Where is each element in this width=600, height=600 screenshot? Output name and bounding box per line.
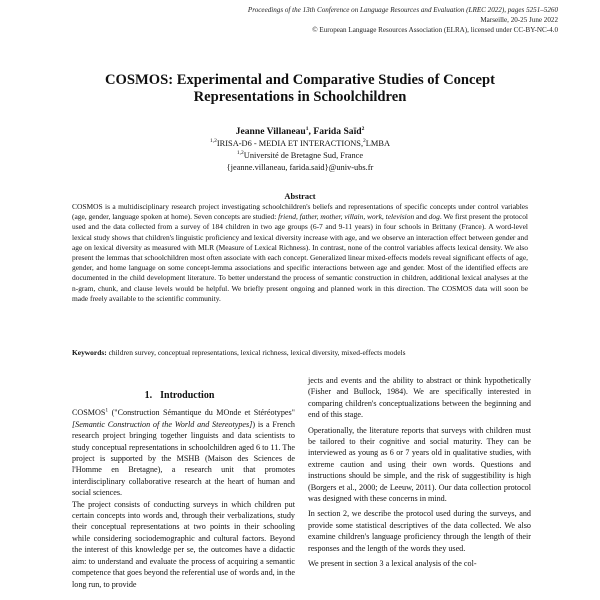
intro-p1-italic: [Semantic Construction of the World and Stereotypes] <box>72 419 253 429</box>
abstract-and: and <box>414 212 429 222</box>
footnote-marker: 1 <box>105 407 109 414</box>
abstract-text <box>72 202 528 304</box>
intro-paragraph-1 <box>72 407 295 498</box>
section-title: Introduction <box>160 390 215 401</box>
affil-1b-sup: 2 <box>363 138 366 145</box>
author-names <box>100 126 500 138</box>
author-separator: , <box>308 126 314 137</box>
abstract-concepts: friend, father, mother, villain, work, television <box>278 212 415 222</box>
right-column <box>308 375 531 570</box>
author-2: Farida Saïd <box>313 126 362 137</box>
keywords-text: children survey, conceptual representations, lexical richness, lexical diversity, mixed-effects models <box>106 348 406 357</box>
affil-1-sup: 1,2 <box>210 138 217 145</box>
section-number: 1. <box>144 390 153 401</box>
intro-paragraph-6: We present in section 3 a lexical analysis of the col- <box>308 559 477 569</box>
author-emails: {jeanne.villaneau, farida.said}@univ-ubs.fr <box>226 163 374 172</box>
author-block <box>100 126 500 174</box>
abstract-dog: dog <box>428 212 440 222</box>
left-column <box>72 390 295 590</box>
intro-paragraph-5: In section 2, we describe the protocol used during the surveys, and provide some statistical descriptives of the data collected. We also examine children's language proficiency through the length of their responses and the length of the words they used. <box>308 509 531 553</box>
keywords-label: Keywords: <box>72 348 107 357</box>
title-line-2: Representations in Schoolchildren <box>193 89 407 105</box>
intro-p1-a: COSMOS <box>72 408 106 418</box>
affil-1b-text: LMBA <box>365 139 390 148</box>
abstract-heading: Abstract <box>284 192 316 201</box>
proceedings-line: Proceedings of the 13th Conference on Language Resources and Evaluation (LREC 2022), pages 5251–5260 <box>247 6 558 14</box>
abstract-part-2: . We first present the protocol used and the data collected from a survey of 184 children in two age groups (6-7 and 9-11 years) in four schools in Brittany (France). A word-level lexical study shows that children's linguistic proficiency and lexical diversity increase with age, and we observe an interaction effect between gender and age on lexical diversity as measured with MLR (Measure of Lexical Richness). In contrast, none of the control variables affects lexical density. We also present the lemmas that schoolchildren most often associate with each concept. Generalized linear mixed-effects models reveal significant effects of age, gender, and home language on some concept-lemma associations and specific interactions between age and gender. Most of the identified effects are documented in the child development literature. To better understand the process of semantic construction in children, additional lexical analyses at the n-gram, chunk, and clause levels would be helpful. We briefly present ongoing and planned work in this direction. The COSMOS data will soon be made freely available to the scientific community. <box>72 212 528 303</box>
paper-title <box>60 72 540 106</box>
author-1: Jeanne Villaneau <box>235 126 306 137</box>
intro-paragraph-2: The project consists of conducting surveys in which children put certain concepts into words and, through their verbalizations, study their conceptual representations at two points in their schooling while considering sociodemographic and cultural factors. Beyond the interest of this knowledge per se, the outcomes have a didactic aim: to understand and evaluate the process of acquiring a semantic competence that goes beyond the referential use of words and, in the long run, to provide <box>72 499 295 589</box>
proceedings-header <box>38 5 558 36</box>
intro-paragraph-4: Operationally, the literature reports that surveys with children must be tailored to their cognitive and social maturity. They can be interviewed as young as 6 or 7 years old in qualitative studies, with extreme caution and using their own words. Questions and instructions should be simple, and the risk of suggestibility is high (Borgers et al., 2000; de Leeuw, 2011). Our data collection protocol was designed with these concerns in mind. <box>308 425 531 504</box>
affiliation-2 <box>100 150 500 162</box>
affiliation-1 <box>100 138 500 150</box>
affil-2-sup: 1,2 <box>236 150 244 157</box>
author-1-sup: 1 <box>305 125 309 132</box>
author-2-sup: 2 <box>361 125 365 132</box>
section-heading-introduction <box>72 390 295 401</box>
abstract-part-1: COSMOS is a multidisciplinary research project investigating schoolchildren's beliefs and representations of specific concepts under control variables (age, gender, language spoken at home). Seven concepts are studied: <box>72 202 528 222</box>
intro-paragraph-3: jects and events and the ability to abstract or think hypothetically (Fisher and Bullock, 1984). We are specifically interested in comparing children's conceptualizations between the beginning and end of this stage. <box>308 376 531 420</box>
intro-p1-b: ("Construction Sémantique du MOnde et Stéréotypes" <box>108 408 295 418</box>
license-line: © European Language Resources Association (ELRA), licensed under CC-BY-NC-4.0 <box>312 26 558 35</box>
affil-2-text: Université de Bretagne Sud, France <box>243 151 364 160</box>
intro-p1-c: ) is a French research project bringing together linguists and data scientists to study conceptual representations in schoolchildren aged 6 to 11. The project is supported by the MSHB (Maison des Sciences de l'Homme en Bretagne), a research unit that promotes interdisciplinary collaborative research at the heart of human and social sciences. <box>72 419 295 498</box>
venue-line: Marseille, 20-25 June 2022 <box>480 16 558 25</box>
affil-1-text: IRISA-D6 - MEDIA ET INTERACTIONS, <box>216 139 364 148</box>
title-line-1: COSMOS: Experimental and Comparative Studies of Concept <box>105 72 495 88</box>
keywords <box>72 348 528 358</box>
